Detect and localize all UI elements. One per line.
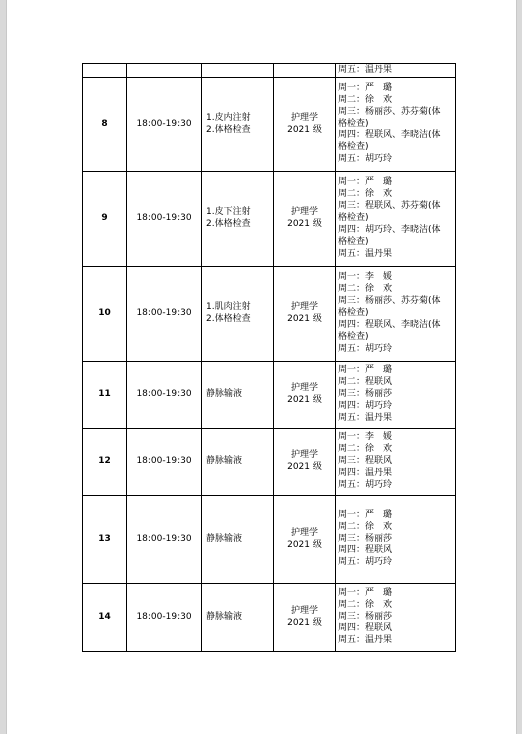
- staff-line: 周四：胡巧玲、李晓洁(体: [338, 224, 441, 235]
- table-row: [83, 267, 456, 362]
- staff-line: 周五：胡巧玲: [338, 557, 393, 568]
- staff-line: 周一：严 璐: [338, 365, 393, 376]
- major-cell: [274, 362, 336, 429]
- staff-line: 周一：严 璐: [338, 177, 393, 188]
- content-line: 静脉输液: [206, 611, 243, 622]
- staff-line: 周二：徐 欢: [338, 284, 393, 295]
- staff-line: 周二：徐 欢: [338, 521, 393, 532]
- row-number: 9: [83, 172, 127, 267]
- content-cell: [202, 64, 274, 78]
- staff-line: 周五：胡巧玲: [338, 154, 393, 165]
- staff-line: 格检查): [338, 213, 369, 224]
- content-line: 2.体格检查: [206, 314, 251, 324]
- staff-line: 周五：温丹果: [338, 64, 393, 75]
- table-row: [83, 362, 456, 429]
- content-line: 1.肌肉注射: [206, 302, 251, 313]
- staff-line: 周五：温丹果: [338, 635, 393, 646]
- major-cell: [274, 429, 336, 496]
- staff-line: 周四：程联风、李晓洁(体: [338, 130, 441, 141]
- content-line: 2.体格检查: [206, 124, 251, 135]
- staff-cell: [336, 429, 456, 496]
- staff-line: 周二：徐 欢: [338, 599, 393, 610]
- content-line: 静脉输液: [206, 456, 243, 467]
- time-cell: [127, 64, 202, 78]
- table-row: [83, 429, 456, 496]
- staff-cell: [336, 64, 456, 78]
- major-cell: [274, 172, 336, 267]
- content-cell: [202, 429, 274, 496]
- staff-line: 周四：温丹果: [338, 467, 393, 478]
- staff-line: 周一：李 媛: [338, 272, 393, 283]
- staff-line: 格检查): [338, 308, 369, 319]
- major-cell: [274, 584, 336, 652]
- row-number: 14: [83, 584, 127, 652]
- time-cell: 18:00-19:30: [127, 172, 202, 267]
- major-line: 护理学: [290, 112, 318, 123]
- staff-cell: [336, 362, 456, 429]
- major-line: 2021 级: [287, 219, 322, 229]
- time-cell: 18:00-19:30: [127, 267, 202, 362]
- table-row: [83, 496, 456, 584]
- table-row: [83, 78, 456, 172]
- staff-line: 周三：杨丽莎: [338, 533, 393, 544]
- major-line: 护理学: [290, 207, 318, 218]
- staff-line: 周五：胡巧玲: [338, 343, 393, 354]
- major-line: 2021 级: [287, 395, 322, 405]
- content-cell: [202, 362, 274, 429]
- staff-line: 周三：程联风、苏芬菊(体: [338, 201, 441, 212]
- staff-line: 周五：温丹果: [338, 412, 393, 423]
- content-line: 2.体格检查: [206, 219, 251, 229]
- staff-line: 格检查): [338, 142, 369, 153]
- staff-line: 周一：李 媛: [338, 432, 393, 443]
- content-line: 静脉输液: [206, 533, 243, 544]
- staff-line: 周三：杨丽莎: [338, 389, 393, 400]
- staff-line: 周五：胡巧玲: [338, 479, 393, 490]
- content-cell: [202, 496, 274, 584]
- major-line: 护理学: [290, 605, 318, 616]
- staff-line: 周五：温丹果: [338, 248, 393, 259]
- staff-line: 周四：胡巧玲: [338, 400, 393, 411]
- content-line: 静脉输液: [206, 389, 243, 400]
- row-number: 13: [83, 496, 127, 584]
- staff-line: 周一：严 璐: [338, 82, 393, 93]
- staff-line: 周一：严 璐: [338, 509, 393, 520]
- content-cell: [202, 584, 274, 652]
- staff-line: 周三：杨丽莎: [338, 611, 393, 622]
- content-cell: [202, 172, 274, 267]
- staff-line: 周一：严 璐: [338, 587, 393, 598]
- major-cell: [274, 64, 336, 78]
- time-cell: 18:00-19:30: [127, 429, 202, 496]
- staff-line: 格检查): [338, 118, 369, 129]
- staff-cell: [336, 172, 456, 267]
- table-row: [83, 172, 456, 267]
- content-cell: [202, 267, 274, 362]
- row-number: [83, 64, 127, 78]
- table-row: [83, 584, 456, 652]
- staff-line: 周三：杨丽莎、苏芬菊(体: [338, 106, 441, 117]
- major-cell: [274, 78, 336, 172]
- document-page: [6, 0, 517, 734]
- staff-cell: [336, 584, 456, 652]
- major-line: 2021 级: [287, 462, 322, 472]
- staff-line: 周二：徐 欢: [338, 189, 393, 200]
- staff-cell: [336, 496, 456, 584]
- staff-line: 周二：徐 欢: [338, 444, 393, 455]
- staff-cell: [336, 78, 456, 172]
- content-line: 1.皮内注射: [206, 112, 251, 123]
- row-number: 10: [83, 267, 127, 362]
- time-cell: 18:00-19:30: [127, 584, 202, 652]
- table-row: [83, 64, 456, 78]
- staff-line: 格检查): [338, 331, 369, 342]
- staff-cell: [336, 267, 456, 362]
- major-line: 护理学: [290, 302, 318, 313]
- schedule-table: [82, 63, 456, 652]
- staff-line: 周三：程联风: [338, 456, 393, 467]
- major-line: 2021 级: [287, 314, 322, 324]
- major-line: 护理学: [290, 450, 318, 461]
- major-line: 2021 级: [287, 539, 322, 550]
- row-number: 12: [83, 429, 127, 496]
- staff-line: 周二：徐 欢: [338, 94, 393, 105]
- staff-line: 格检查): [338, 236, 369, 247]
- staff-line: 周四：程联风、李晓洁(体: [338, 319, 441, 330]
- major-line: 2021 级: [287, 124, 322, 135]
- major-cell: [274, 496, 336, 584]
- staff-line: 周三：杨丽莎、苏芬菊(体: [338, 296, 441, 307]
- staff-line: 周四：程联风: [338, 623, 393, 634]
- row-number: 11: [83, 362, 127, 429]
- staff-line: 周二：程联风: [338, 377, 393, 388]
- major-line: 护理学: [290, 383, 318, 394]
- content-cell: [202, 78, 274, 172]
- major-line: 2021 级: [287, 617, 322, 628]
- row-number: 8: [83, 78, 127, 172]
- staff-line: 周四：程联风: [338, 545, 393, 556]
- time-cell: 18:00-19:30: [127, 362, 202, 429]
- content-line: 1.皮下注射: [206, 207, 251, 218]
- major-cell: [274, 267, 336, 362]
- time-cell: 18:00-19:30: [127, 78, 202, 172]
- time-cell: 18:00-19:30: [127, 496, 202, 584]
- major-line: 护理学: [290, 527, 318, 538]
